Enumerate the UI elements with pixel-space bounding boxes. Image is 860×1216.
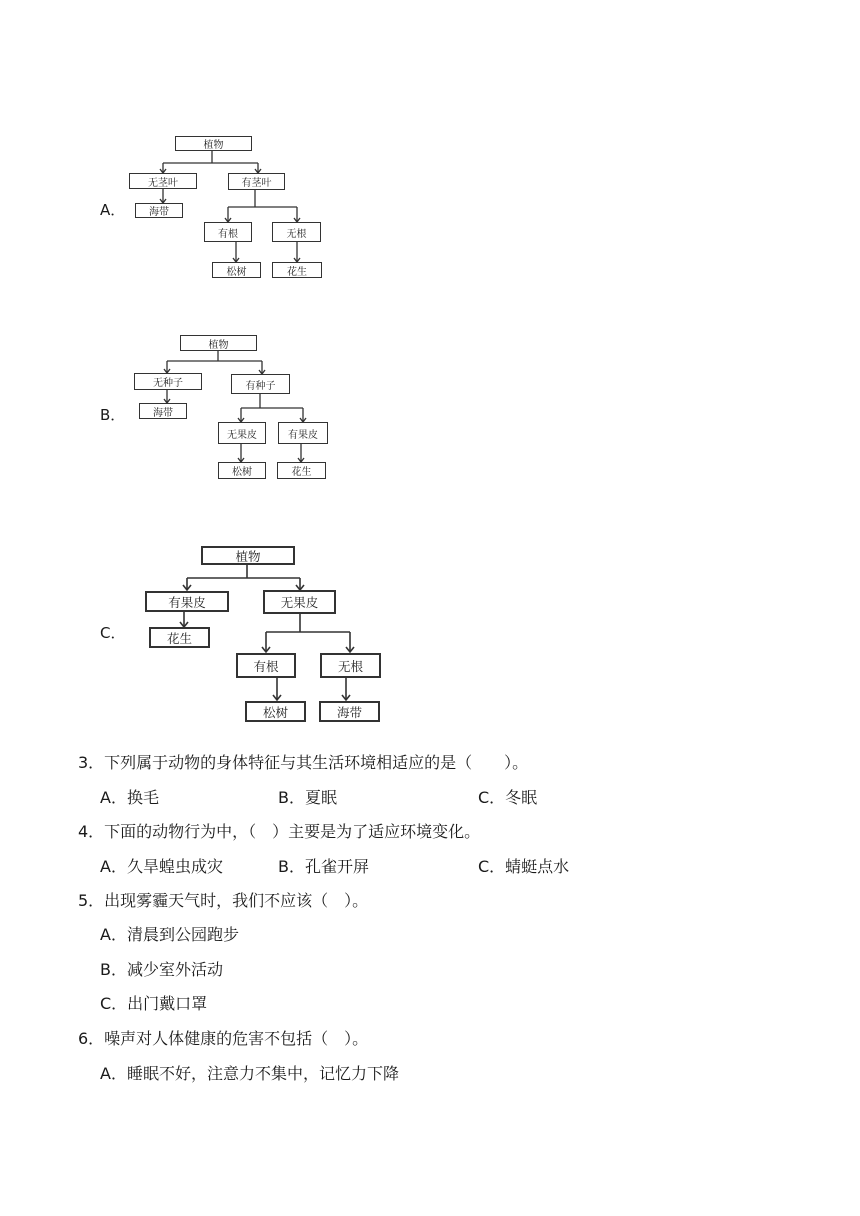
question-3-stem: 3．下列属于动物的身体特征与其生活环境相适应的是（ ）。 (78, 753, 529, 772)
diagram-c-connectors (0, 530, 860, 740)
diagram-c (0, 530, 860, 740)
diagram-a-connectors (0, 0, 860, 290)
option-c-label: C． (100, 624, 126, 642)
diagram-c-right-right-node: 无根 (320, 653, 381, 678)
diagram-c-left-child-node: 花生 (149, 627, 210, 648)
question-4-option-c: C．蜻蜓点水 (478, 857, 570, 876)
diagram-b-right-left-child-node: 松树 (218, 462, 266, 479)
question-4-option-b: B．孔雀开屏 (278, 857, 369, 876)
diagram-a-right-right-child-node: 花生 (272, 262, 322, 278)
diagram-a-left-node: 无茎叶 (129, 173, 197, 189)
diagram-a-left-child-node: 海带 (135, 203, 183, 218)
option-a-label: A． (100, 201, 126, 219)
diagram-a-root-node: 植物 (175, 136, 252, 151)
diagram-b-right-right-child-node: 花生 (277, 462, 326, 479)
diagram-c-right-right-child-node: 海带 (319, 701, 380, 722)
question-5-stem: 5．出现雾霾天气时，我们不应该（ ）。 (78, 891, 369, 910)
diagram-a-right-right-node: 无根 (272, 222, 321, 242)
diagram-b-root-node: 植物 (180, 335, 257, 351)
diagram-b (0, 290, 860, 490)
diagram-b-right-node: 有种子 (231, 374, 290, 394)
question-6-stem: 6．噪声对人体健康的危害不包括（ ）。 (78, 1029, 369, 1048)
diagram-a-right-node: 有茎叶 (228, 173, 285, 190)
diagram-b-right-left-node: 无果皮 (218, 422, 266, 444)
diagram-c-root-node: 植物 (201, 546, 295, 565)
question-5-option-b: B．减少室外活动 (100, 960, 223, 979)
question-3-option-a: A．换毛 (100, 788, 159, 807)
option-b-label: B． (100, 406, 126, 424)
question-5-option-a: A．清晨到公园跑步 (100, 925, 239, 944)
question-3-option-c: C．冬眠 (478, 788, 538, 807)
diagram-a-right-left-child-node: 松树 (212, 262, 261, 278)
question-3-option-b: B．夏眠 (278, 788, 337, 807)
question-4-stem: 4．下面的动物行为中，（ ）主要是为了适应环境变化。 (78, 822, 481, 841)
diagram-b-connectors (0, 290, 860, 490)
diagram-c-right-node: 无果皮 (263, 590, 336, 614)
diagram-c-left-node: 有果皮 (145, 591, 229, 612)
diagram-c-right-left-node: 有根 (236, 653, 296, 678)
question-6-option-a: A．睡眠不好，注意力不集中，记忆力下降 (100, 1064, 399, 1083)
diagram-c-right-left-child-node: 松树 (245, 701, 306, 722)
diagram-a-right-left-node: 有根 (204, 222, 252, 242)
diagram-b-left-node: 无种子 (134, 373, 202, 390)
diagram-a (0, 0, 860, 290)
diagram-b-left-child-node: 海带 (139, 403, 187, 419)
diagram-b-right-right-node: 有果皮 (278, 422, 328, 444)
question-5-option-c: C．出门戴口罩 (100, 994, 208, 1013)
question-4-option-a: A．久旱蝗虫成灾 (100, 857, 223, 876)
